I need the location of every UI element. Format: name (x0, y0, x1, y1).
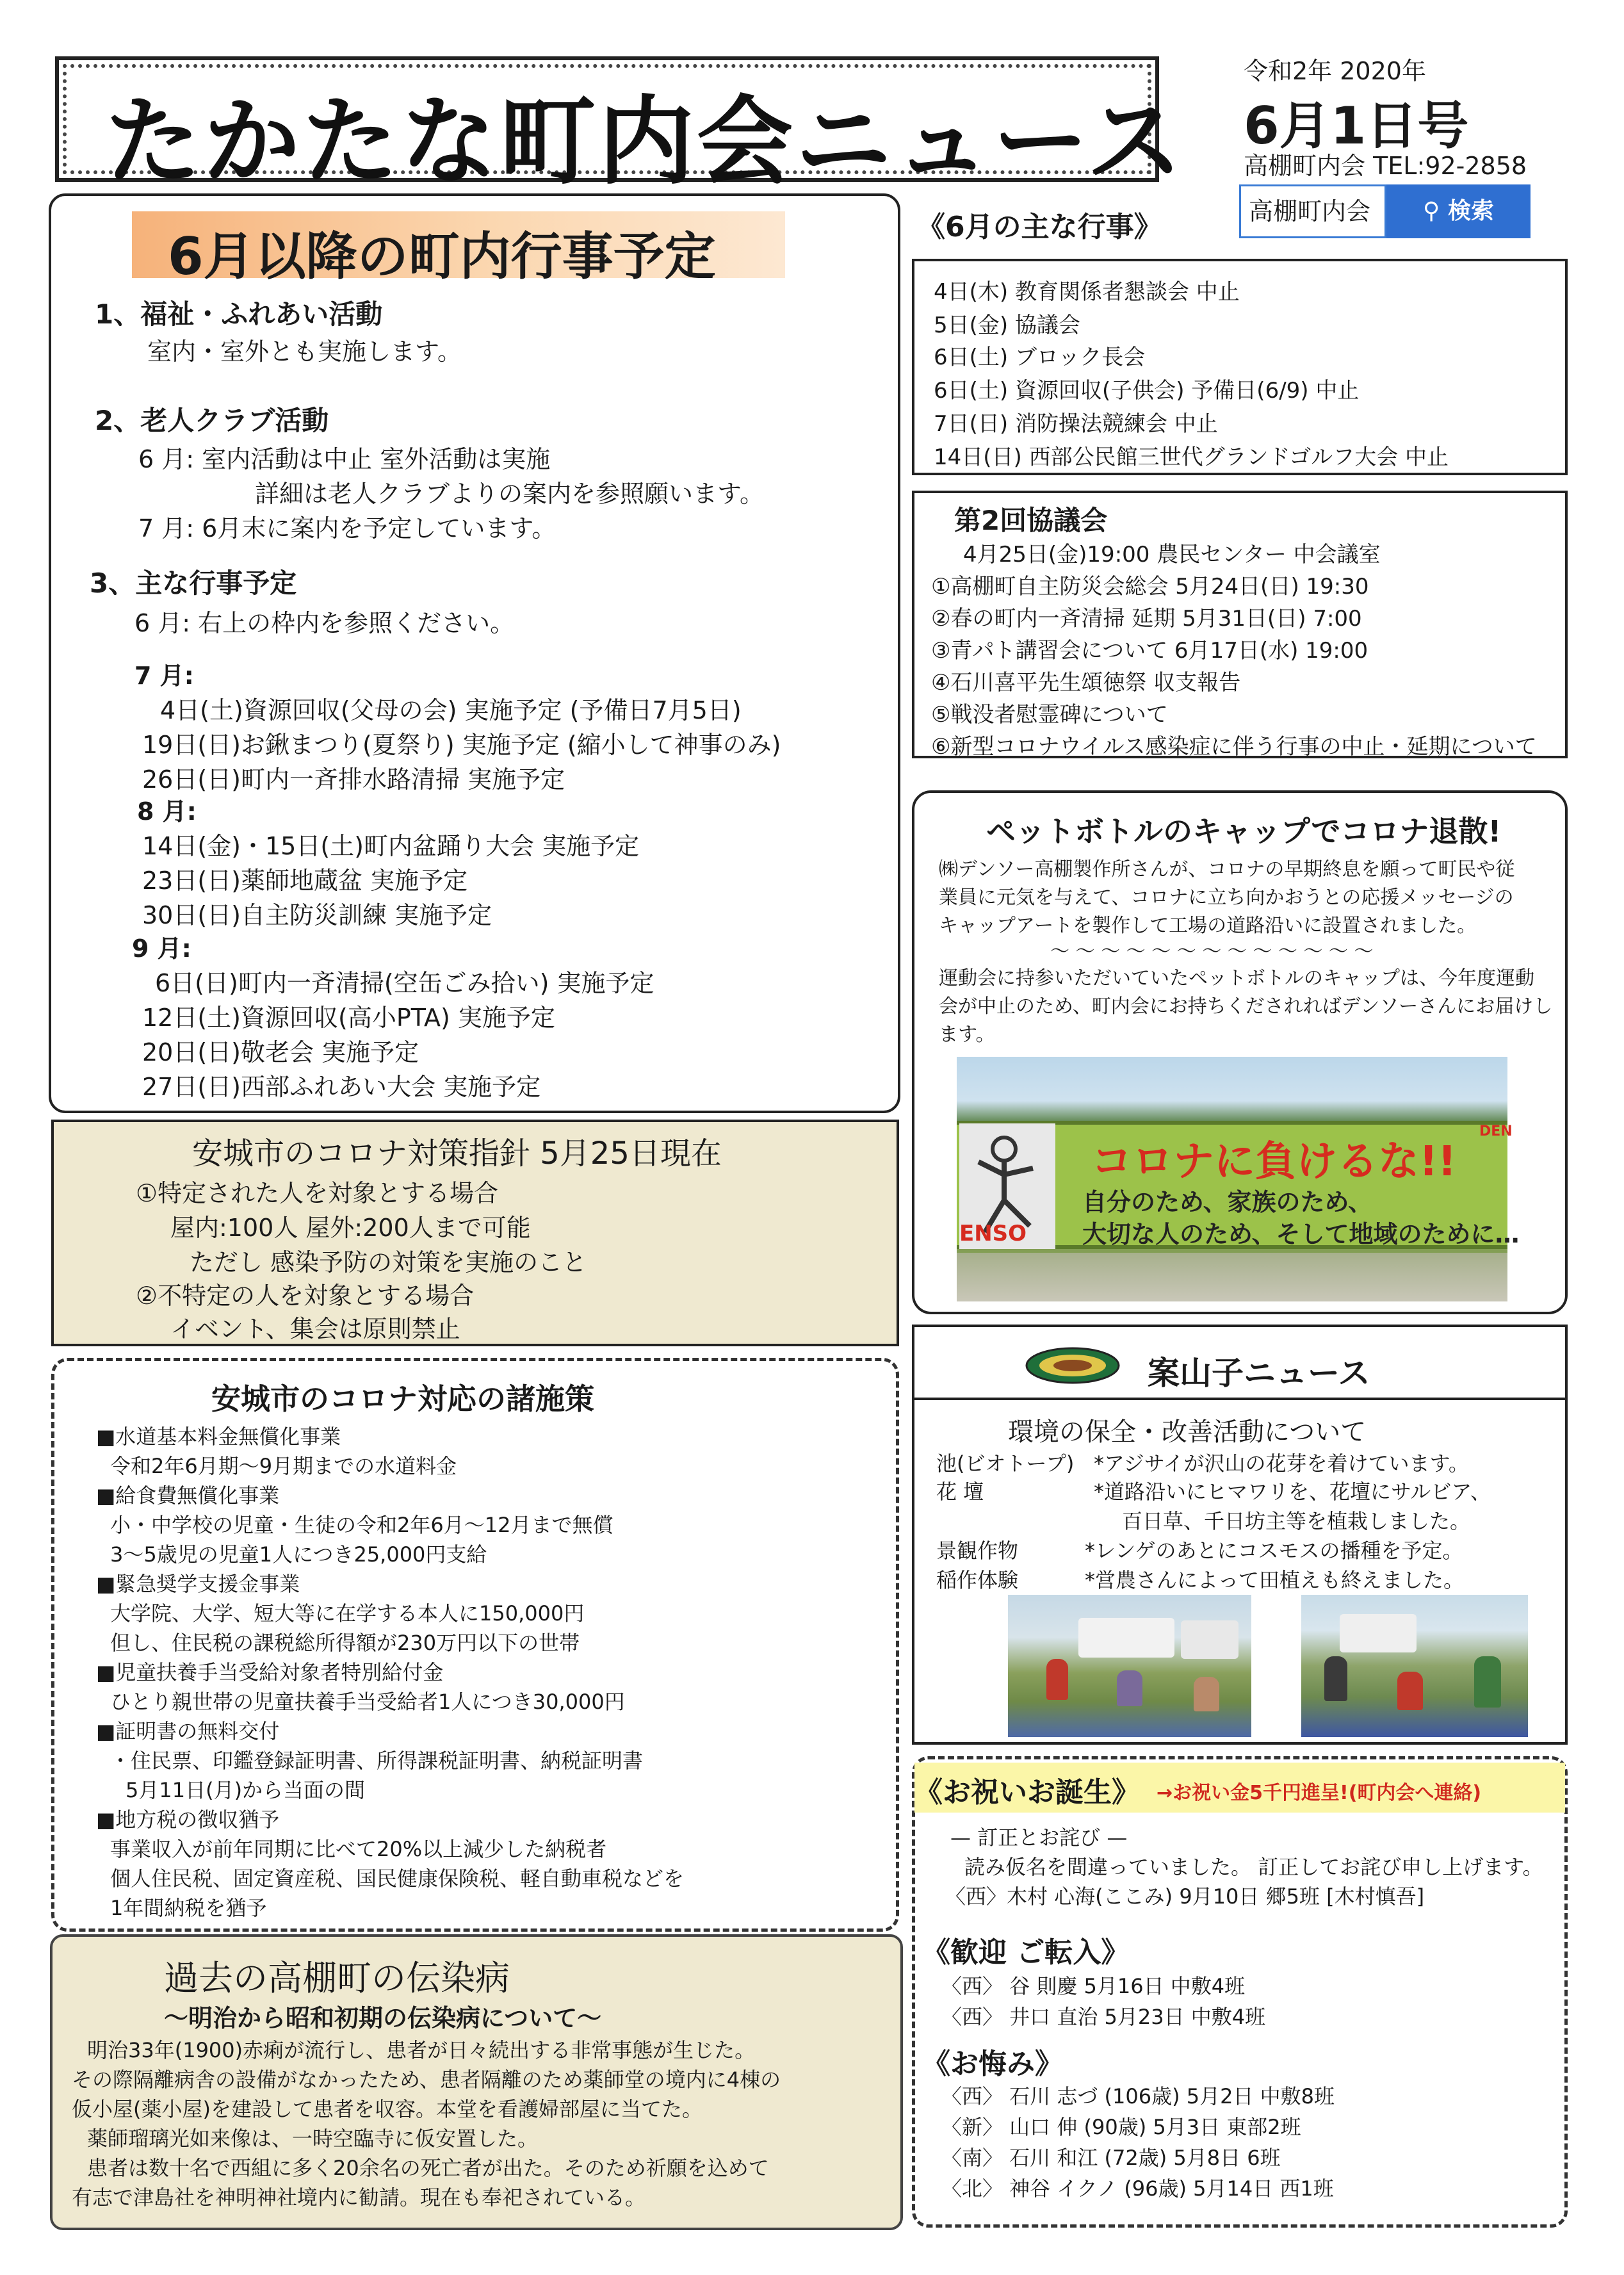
roadside (957, 1253, 1507, 1301)
search-input[interactable]: 高棚町内会 (1239, 184, 1386, 238)
guideline-line: ②不特定の人を対象とする場合 (136, 1282, 475, 1310)
person-shape (1474, 1656, 1501, 1708)
scarecrow-row-label: 景観作物 (936, 1538, 1019, 1563)
planting-photo-1 (1008, 1595, 1251, 1737)
history-line: 有志で津島社を神明神社境内に勧請。現在も奉祀されている。 (72, 2185, 646, 2210)
measures-line: ひとり親世帯の児童扶養手当受給者1人につき30,000円 (110, 1690, 625, 1714)
schedule-line: 30日(日)自主防災訓練 実施予定 (142, 901, 492, 929)
scarecrow-row-label: 花 壇 (936, 1480, 984, 1504)
council-line: ⑤戦没者慰霊碑について (931, 702, 1168, 728)
planting-photo-2 (1301, 1595, 1528, 1737)
scarecrow-row-text: 百日草、千日坊主等を植栽しました。 (1122, 1509, 1471, 1533)
measures-line: ■児童扶養手当受給対象者特別給付金 (96, 1660, 444, 1684)
scarecrow-row-text: *アジサイが沢山の花芽を着けています。 (1094, 1451, 1469, 1476)
scarecrow-row-text: *営農さんによって田植えも終えました。 (1085, 1568, 1465, 1592)
june-event-item: 6日(土) 資源回収(子供会) 予備日(6/9) 中止 (934, 378, 1360, 404)
condolence-item: 〈西〉 石川 志づ (106歳) 5月2日 中敷8班 (941, 2084, 1335, 2108)
schedule-line: 19日(日)お鍬まつり(夏祭り) 実施予定 (縮小して神事のみ) (142, 731, 781, 759)
history-line: 仮小屋(薬小屋)を建設して患者を収容。本堂を看護婦部屋に当てた。 (72, 2097, 702, 2121)
person-shape (1117, 1670, 1142, 1706)
june-events-heading: 《6月の主な行事》 (917, 211, 1162, 243)
measures-heading: 安城市のコロナ対応の諸施策 (211, 1382, 594, 1416)
measures-line: 但し、住民税の課税総所得額が230万円以下の世帯 (110, 1631, 580, 1655)
guideline-line: ただし 感染予防の対策を実施のこと (190, 1248, 587, 1276)
history-line: その際隔離病舎の設備がなかったため、患者隔離のため薬師堂の境内に4棟の (72, 2067, 781, 2092)
schedule-line: 6日(日)町内一斉清掃(空缶ごみ拾い) 実施予定 (155, 969, 654, 997)
june-event-item: 4日(木) 教育関係者懇談会 中止 (934, 279, 1240, 305)
measures-line: 事業収入が前年同期に比べて20%以上減少した納税者 (110, 1837, 607, 1861)
schedule-heading: 6月以降の町内行事予定 (168, 227, 716, 286)
council-line: ⑥新型コロナウイルス感染症に伴う行事の中止・延期について (931, 734, 1537, 760)
schedule-line: 26日(日)町内一斉排水路清掃 実施予定 (142, 765, 565, 794)
council-line: ③青パト講習会について 6月17日(水) 19:00 (931, 638, 1368, 664)
schedule-line: 4日(土)資源回収(父母の会) 実施予定 (予備日7月5日) (160, 696, 742, 724)
council-line: 4月25日(金)19:00 農民センター 中会議室 (963, 542, 1381, 567)
june-event-item: 5日(金) 協議会 (934, 313, 1080, 338)
measures-line: ■地方税の徴収猶予 (96, 1807, 280, 1832)
june-event-item: 14日(日) 西部公民館三世代グランドゴルフ大会 中止 (934, 444, 1449, 470)
pet-bottle-line: 業員に元気を与えて、コロナに立ち向かおうとの応援メッセージの (939, 886, 1514, 909)
schedule-line: 8 月: (137, 797, 197, 826)
measures-line: ■緊急奨学支援金事業 (96, 1572, 300, 1596)
schedule-line: 室内・室外とも実施します。 (147, 338, 462, 366)
measures-line: 大学院、大学、短大等に在学する本人に150,000円 (110, 1601, 585, 1626)
scarecrow-logo-icon (1025, 1346, 1121, 1385)
birth-note: →お祝い金5千円進呈!(町内会へ連絡) (1157, 1782, 1482, 1804)
condolence-heading: 《お悔み》 (922, 2048, 1063, 2080)
schedule-line: 1、福祉・ふれあい活動 (95, 298, 383, 330)
guideline-heading: 安城市のコロナ対策指針 5月25日現在 (192, 1136, 722, 1171)
denso-logo-fragment: DEN (1479, 1123, 1513, 1139)
welcome-item: 〈西〉 井口 直治 5月23日 中敷4班 (941, 2005, 1266, 2029)
truck-shape (1181, 1620, 1238, 1659)
org-tel: 高棚町内会 TEL:92-2858 (1244, 152, 1527, 180)
cap-art-photo (957, 1057, 1520, 1301)
guideline-line: イベント、集会は原則禁止 (170, 1315, 460, 1343)
correction-text: 読み仮名を間違っていました。 訂正してお詫び申し上げます。 (964, 1855, 1543, 1879)
measures-line: 小・中学校の児童・生徒の令和2年6月〜12月まで無償 (110, 1513, 613, 1537)
search-button-label: 検索 (1447, 198, 1494, 224)
person-shape (1194, 1677, 1219, 1711)
pet-bottle-line: 〜 〜 〜 〜 〜 〜 〜 〜 〜 〜 〜 〜 〜 (1050, 940, 1374, 963)
june-event-item: 6日(土) ブロック長会 (934, 345, 1146, 370)
pet-bottle-line: ます。 (939, 1023, 995, 1046)
scarecrow-row-label: 池(ビオトープ) (936, 1451, 1075, 1476)
history-heading: 過去の高棚町の伝染病 (164, 1958, 510, 1998)
correction-entry: 〈西〉木村 心海(ここみ) 9月10日 郷5班 [木村慎吾] (945, 1884, 1425, 1909)
schedule-line: 14日(金)・15日(土)町内盆踊り大会 実施予定 (142, 832, 640, 860)
measures-line: 令和2年6月期〜9月期までの水道料金 (110, 1454, 457, 1478)
council-heading: 第2回協議会 (954, 505, 1108, 536)
schedule-line: 7 月: (134, 662, 194, 690)
schedule-line: 23日(日)薬師地蔵盆 実施予定 (142, 867, 468, 895)
condolence-item: 〈南〉 石川 和江 (72歳) 5月8日 6班 (941, 2146, 1281, 2170)
era-date: 令和2年 2020年 (1244, 57, 1426, 85)
measures-line: 5月11日(月)から当面の間 (126, 1778, 366, 1802)
council-line: ②春の町内一斉清掃 延期 5月31日(日) 7:00 (931, 606, 1362, 632)
pet-bottle-line: ㈱デンソー高棚製作所さんが、コロナの早期終息を願って町民や従 (939, 858, 1515, 881)
measures-line: 3〜5歳児の児童1人につき25,000円支給 (110, 1542, 487, 1567)
schedule-line: 12日(土)資源回収(高小PTA) 実施予定 (142, 1004, 555, 1032)
measures-line: ■証明書の無料交付 (96, 1719, 280, 1743)
cap-art-line: 自分のため、家族のため、 (1082, 1188, 1372, 1216)
measures-line: ・住民票、印鑑登録証明書、所得課税証明書、納税証明書 (110, 1749, 644, 1773)
council-line: ④石川喜平先生頌徳祭 収支報告 (931, 670, 1241, 696)
pet-bottle-line: 会が中止のため、町内会にお持ちくだされればデンソーさんにお届けし (939, 995, 1553, 1018)
pet-bottle-line: キャップアートを製作して工場の道路沿いに設置されました。 (939, 915, 1477, 937)
person-shape (1046, 1659, 1068, 1700)
scarecrow-row-label: 稲作体験 (936, 1568, 1019, 1592)
schedule-line: 詳細は老人クラブよりの案内を参照願います。 (255, 480, 764, 508)
search-icon: ⚲ (1423, 198, 1440, 224)
history-line: 明治33年(1900)赤痢が流行し、患者が日々続出する非常事態が生じた。 (87, 2038, 756, 2062)
birth-heading: 《お祝いお誕生》 (914, 1776, 1140, 1809)
measures-line: 1年間納税を猶予 (110, 1896, 267, 1920)
schedule-line: 27日(日)西部ふれあい大会 実施予定 (142, 1073, 541, 1101)
condolence-item: 〈北〉 神谷 イクノ (96歳) 5月14日 西1班 (941, 2176, 1334, 2201)
measures-line: 個人住民税、固定資産税、国民健康保険税、軽自動車税などを (110, 1866, 685, 1891)
truck-shape (1340, 1614, 1417, 1652)
condolence-item: 〈新〉 山口 伸 (90歳) 5月3日 東部2班 (941, 2115, 1301, 2139)
pet-bottle-heading: ペットボトルのキャップでコロナ退散! (986, 814, 1502, 849)
schedule-line: 6 月: 右上の枠内を参照ください。 (134, 609, 515, 637)
guideline-line: 屋内:100人 屋外:200人まで可能 (170, 1214, 531, 1242)
measures-line: ■水道基本料金無償化事業 (96, 1424, 341, 1449)
welcome-heading: 《歓迎 ご転入》 (922, 1936, 1130, 1969)
council-line: ①高棚町自主防災会総会 5月24日(日) 19:30 (931, 574, 1369, 599)
pet-bottle-line: 運動会に持参いただいていたペットボトルのキャップは、今年度運動 (939, 967, 1534, 990)
denso-logo-fragment: ENSO (959, 1221, 1027, 1246)
history-line: 薬師瑠璃光如来像は、一時空臨寺に仮安置した。 (87, 2126, 539, 2151)
schedule-line: 2、老人クラブ活動 (95, 405, 329, 436)
schedule-line: 20日(日)敬老会 実施予定 (142, 1038, 419, 1066)
truck-shape (1078, 1618, 1174, 1658)
history-subheading: 〜明治から昭和初期の伝染病について〜 (164, 2004, 602, 2032)
person-shape (1397, 1672, 1423, 1710)
correction-title: — 訂正とお詫び — (950, 1825, 1128, 1850)
scarecrow-heading: 案山子ニュース (1148, 1355, 1370, 1392)
history-line: 患者は数十名で西組に多く20余名の死亡者が出た。そのため祈願を込めて (87, 2156, 769, 2180)
cap-art-line: 大切な人のため、そして地域のために… (1082, 1220, 1520, 1248)
schedule-line: 7 月: 6月末に案内を予定しています。 (138, 514, 556, 542)
newsletter-title: たかたな町内会ニュース (105, 86, 1185, 198)
person-shape (1324, 1656, 1347, 1701)
search-button[interactable] (1386, 184, 1531, 238)
measures-line: ■給食費無償化事業 (96, 1483, 280, 1508)
scarecrow-row-text: *レンゲのあとにコスモスの播種を予定。 (1085, 1538, 1463, 1563)
guideline-line: ①特定された人を対象とする場合 (136, 1179, 499, 1207)
schedule-line: 6 月: 室内活動は中止 室外活動は実施 (138, 445, 551, 473)
scarecrow-subheading: 環境の保全・改善活動について (1008, 1417, 1367, 1447)
cap-art-slogan: コロナに負けるな!! (1091, 1138, 1457, 1186)
issue-date: 6月1日号 (1244, 96, 1469, 156)
schedule-line: 3、主な行事予定 (90, 567, 297, 599)
scarecrow-row-text: *道路沿いにヒマワリを、花壇にサルビア、 (1094, 1480, 1491, 1504)
schedule-line: 9 月: (132, 934, 191, 963)
june-event-item: 7日(日) 消防操法競練会 中止 (934, 411, 1218, 437)
welcome-item: 〈西〉 谷 則慶 5月16日 中敷4班 (941, 1974, 1246, 1998)
